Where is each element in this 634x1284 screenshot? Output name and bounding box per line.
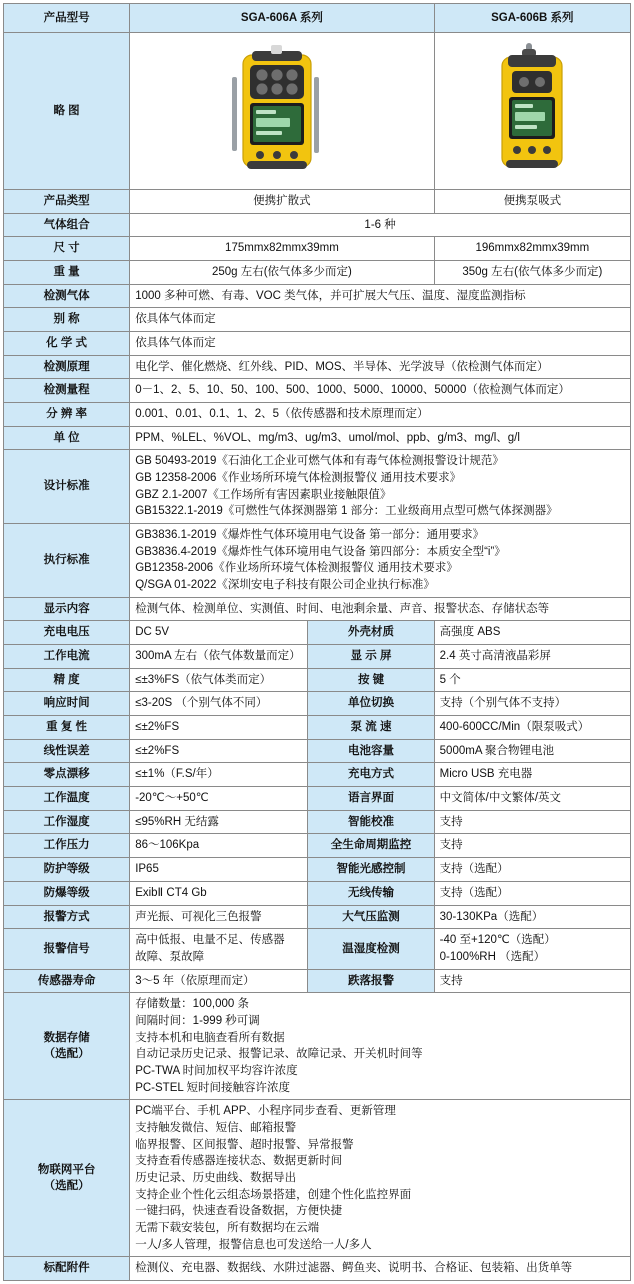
ip-rating-value: IP65 — [130, 858, 308, 882]
work-humidity-value: ≤95%RH 无结露 — [130, 810, 308, 834]
lifecycle-monitor-label: 全生命周期监控 — [308, 834, 434, 858]
formula-label: 化 学 式 — [4, 332, 130, 356]
alarm-mode-label: 报警方式 — [4, 905, 130, 929]
table-row-repeatability — [4, 716, 631, 740]
iot-platform-line-3: 临界报警、区间报警、超时报警、异常报警 — [135, 1138, 354, 1151]
data-storage-label — [4, 993, 130, 1100]
response-time-label: 响应时间 — [4, 692, 130, 716]
alarm-mode-value: 声光振、可视化三色报警 — [130, 905, 308, 929]
design-standard-line-4: GB15322.1-2019《可燃性气体探测器第 1 部分：工业级商用点型可燃气体探测器》 — [135, 505, 558, 518]
detect-gas-label: 检测气体 — [4, 284, 130, 308]
sensor-life-value: 3～5 年（依原理而定） — [130, 969, 308, 993]
detect-gas-value: 1000 多种可燃、有毒、VOC 类气体，并可扩展大气压、温度、湿度监测指标 — [130, 284, 631, 308]
temp-humidity-line-1: -40 至+120℃（选配） — [439, 934, 556, 947]
iot-platform-label-line-1: 物联网平台 — [37, 1163, 96, 1176]
alarm-signal-label: 报警信号 — [4, 929, 130, 969]
linear-error-label: 线性误差 — [4, 739, 130, 763]
table-row-charge-voltage — [4, 621, 631, 645]
work-humidity-label: 工作湿度 — [4, 810, 130, 834]
iot-platform-label — [4, 1100, 130, 1257]
table-row-accuracy — [4, 668, 631, 692]
iot-platform-line-6: 支持企业个性化云组态场景搭建，创建个性化监控界面 — [135, 1188, 412, 1201]
lifecycle-monitor-value: 支持 — [434, 834, 630, 858]
data-storage-line-2: 间隔时间：1-999 秒可调 — [135, 1014, 260, 1027]
design-standard-label: 设计标准 — [4, 450, 130, 524]
iot-platform-line-5: 历史记录、历史曲线、数据导出 — [135, 1171, 297, 1184]
smart-calibration-value: 支持 — [434, 810, 630, 834]
work-temp-label: 工作温度 — [4, 787, 130, 811]
temp-humidity-line-2: 0-100%RH （选配） — [439, 950, 546, 963]
data-storage-line-6: PC-STEL 短时间接触容许浓度 — [135, 1081, 291, 1094]
exec-standard-line-1: GB3836.1-2019《爆炸性气体环境用电气设备 第一部分：通用要求》 — [135, 529, 485, 542]
key-label: 按 键 — [308, 668, 434, 692]
table-row-response-time — [4, 692, 631, 716]
resolution-label: 分 辨 率 — [4, 403, 130, 427]
smart-calibration-label: 智能校准 — [308, 810, 434, 834]
gas-combo-value: 1-6 种 — [130, 213, 631, 237]
table-row-ex-rating — [4, 881, 631, 905]
model-b-header: SGA-606B 系列 — [434, 4, 630, 33]
table-row-alias — [4, 308, 631, 332]
iot-platform-value — [130, 1100, 631, 1257]
pump-flow-label: 泵 流 速 — [308, 716, 434, 740]
work-pressure-value: 86～106Kpa — [130, 834, 308, 858]
exec-standard-value — [130, 524, 631, 598]
table-row-iot-platform — [4, 1100, 631, 1257]
iot-platform-line-8: 无需下载安装包，所有数据均在云端 — [135, 1221, 320, 1234]
response-time-value: ≤3-20S （个别气体不同） — [130, 692, 308, 716]
language-value: 中文简体/中文繁体/英文 — [434, 787, 630, 811]
accessories-label: 标配附件 — [4, 1257, 130, 1281]
table-row-resolution — [4, 403, 631, 427]
table-row-size — [4, 237, 631, 261]
drop-alarm-label: 跌落报警 — [308, 969, 434, 993]
pressure-monitor-label: 大气压监测 — [308, 905, 434, 929]
table-row-accessories — [4, 1257, 631, 1281]
table-row-gas-combo — [4, 213, 631, 237]
screen-value: 2.4 英寸高清液晶彩屏 — [434, 645, 630, 669]
battery-capacity-label: 电池容量 — [308, 739, 434, 763]
weight-label: 重 量 — [4, 261, 130, 285]
alarm-signal-line-1: 高中低报、电量不足、传感器 — [135, 934, 285, 947]
device-b-image — [434, 33, 630, 190]
size-b-value: 196mmx82mmx39mm — [434, 237, 630, 261]
sensor-life-label: 传感器寿命 — [4, 969, 130, 993]
table-row-sensor-life — [4, 969, 631, 993]
table-row-sketch — [4, 33, 631, 190]
product-type-label: 产品类型 — [4, 190, 130, 214]
alarm-signal-value — [130, 929, 308, 969]
data-storage-line-1: 存储数量：100,000 条 — [135, 998, 249, 1011]
table-row-linear-error — [4, 739, 631, 763]
language-label: 语言界面 — [308, 787, 434, 811]
resolution-value: 0.001、0.01、0.1、1、2、5（依传感器和技术原理而定） — [130, 403, 631, 427]
shell-material-label: 外壳材质 — [308, 621, 434, 645]
portable-diffusion-detector-icon — [216, 41, 348, 181]
light-sensor-control-label: 智能光感控制 — [308, 858, 434, 882]
data-storage-value — [130, 993, 631, 1100]
work-current-label: 工作电流 — [4, 645, 130, 669]
table-row-ip-rating — [4, 858, 631, 882]
principle-label: 检测原理 — [4, 355, 130, 379]
table-row-work-humidity — [4, 810, 631, 834]
unit-switch-label: 单位切换 — [308, 692, 434, 716]
iot-platform-line-9: 一人/多人管理，报警信息也可发送给一人/多人 — [135, 1238, 372, 1251]
data-storage-line-5: PC-TWA 时间加权平均容许浓度 — [135, 1064, 298, 1077]
light-sensor-control-value: 支持（选配） — [434, 858, 630, 882]
weight-b-value: 350g 左右(依气体多少而定) — [434, 261, 630, 285]
design-standard-value — [130, 450, 631, 524]
table-row-unit — [4, 426, 631, 450]
principle-value: 电化学、催化燃烧、红外线、PID、MOS、半导体、光学波导（依检测气体而定） — [130, 355, 631, 379]
display-content-label: 显示内容 — [4, 597, 130, 621]
battery-capacity-value: 5000mA 聚合物锂电池 — [434, 739, 630, 763]
iot-platform-line-4: 支持查看传感器连接状态、数据更新时间 — [135, 1155, 343, 1168]
table-row-header — [4, 4, 631, 33]
shell-material-value: 高强度 ABS — [434, 621, 630, 645]
table-row-work-pressure — [4, 834, 631, 858]
ex-rating-value: ExibⅡ CT4 Gb — [130, 881, 308, 905]
device-a-image — [130, 33, 434, 190]
charge-mode-value: Micro USB 充电器 — [434, 763, 630, 787]
wireless-label: 无线传输 — [308, 881, 434, 905]
alias-label: 别 称 — [4, 308, 130, 332]
table-row-principle — [4, 355, 631, 379]
work-temp-value: -20℃～+50℃ — [130, 787, 308, 811]
design-standard-line-2: GB 12358-2006《作业场所环境气体检测报警仪 通用技术要求》 — [135, 472, 462, 485]
portable-pump-detector-icon — [472, 41, 592, 181]
accessories-value: 检测仪、充电器、数据线、水阱过滤器、鳄鱼夹、说明书、合格证、包装箱、出货单等 — [130, 1257, 631, 1281]
data-storage-line-4: 自动记录历史记录、报警记录、故障记录、开关机时间等 — [135, 1048, 423, 1061]
design-standard-line-3: GBZ 2.1-2007《工作场所有害因素职业接触限值》 — [135, 488, 392, 501]
sketch-label: 略 图 — [4, 33, 130, 190]
charge-voltage-label: 充电电压 — [4, 621, 130, 645]
exec-standard-line-3: GB12358-2006《作业场所环境气体检测报警仪 通用技术要求》 — [135, 562, 458, 575]
wireless-value: 支持（选配） — [434, 881, 630, 905]
range-label: 检测量程 — [4, 379, 130, 403]
table-row-weight — [4, 261, 631, 285]
zero-drift-label: 零点漂移 — [4, 763, 130, 787]
table-row-alarm-signal — [4, 929, 631, 969]
temp-humidity-value — [434, 929, 630, 969]
model-a-header: SGA-606A 系列 — [130, 4, 434, 33]
table-row-work-temp — [4, 787, 631, 811]
gas-combo-label: 气体组合 — [4, 213, 130, 237]
table-row-formula — [4, 332, 631, 356]
table-row-exec-standard — [4, 524, 631, 598]
zero-drift-value: ≤±1%（F.S/年） — [130, 763, 308, 787]
table-row-range — [4, 379, 631, 403]
data-storage-label-line-1: 数据存储 — [43, 1031, 90, 1044]
spec-table — [3, 3, 631, 1281]
product-type-a-value: 便携扩散式 — [130, 190, 434, 214]
table-row-product-type — [4, 190, 631, 214]
size-label: 尺 寸 — [4, 237, 130, 261]
ex-rating-label: 防爆等级 — [4, 881, 130, 905]
table-row-work-current — [4, 645, 631, 669]
alarm-signal-line-2: 故障、泵故障 — [135, 950, 205, 963]
unit-value: PPM、%LEL、%VOL、mg/m3、ug/m3、umol/mol、ppb、g/m3、mg/l、g/l — [130, 426, 631, 450]
design-standard-line-1: GB 50493-2019《石油化工企业可燃气体和有毒气体检测报警设计规范》 — [135, 455, 504, 468]
accuracy-label: 精 度 — [4, 668, 130, 692]
unit-label: 单 位 — [4, 426, 130, 450]
charge-voltage-value: DC 5V — [130, 621, 308, 645]
key-value: 5 个 — [434, 668, 630, 692]
iot-platform-line-2: 支持触发微信、短信、邮箱报警 — [135, 1121, 297, 1134]
iot-platform-line-1: PC端平台、手机 APP、小程序同步查看、更新管理 — [135, 1105, 396, 1118]
iot-platform-line-7: 一键扫码，快速查看设备数据，方便快捷 — [135, 1205, 343, 1218]
model-label: 产品型号 — [4, 4, 130, 33]
repeatability-label: 重 复 性 — [4, 716, 130, 740]
display-content-value: 检测气体、检测单位、实测值、时间、电池剩余量、声音、报警状态、存储状态等 — [130, 597, 631, 621]
table-row-zero-drift — [4, 763, 631, 787]
range-value: 0－1、2、5、10、50、100、500、1000、5000、10000、50000（依检测气体而定） — [130, 379, 631, 403]
pump-flow-value: 400-600CC/Min（限泵吸式） — [434, 716, 630, 740]
weight-a-value: 250g 左右(依气体多少而定) — [130, 261, 434, 285]
table-row-alarm-mode — [4, 905, 631, 929]
table-row-detect-gas — [4, 284, 631, 308]
charge-mode-label: 充电方式 — [308, 763, 434, 787]
exec-standard-label: 执行标准 — [4, 524, 130, 598]
formula-value: 依具体气体而定 — [130, 332, 631, 356]
table-row-design-standard — [4, 450, 631, 524]
accuracy-value: ≤±3%FS（依气体类而定） — [130, 668, 308, 692]
data-storage-label-line-2: （选配） — [43, 1048, 90, 1061]
size-a-value: 175mmx82mmx39mm — [130, 237, 434, 261]
repeatability-value: ≤±2%FS — [130, 716, 308, 740]
unit-switch-value: 支持（个别气体不支持） — [434, 692, 630, 716]
exec-standard-line-4: Q/SGA 01-2022《深圳安电子科技有限公司企业执行标准》 — [135, 579, 435, 592]
screen-label: 显 示 屏 — [308, 645, 434, 669]
product-type-b-value: 便携泵吸式 — [434, 190, 630, 214]
linear-error-value: ≤±2%FS — [130, 739, 308, 763]
work-pressure-label: 工作压力 — [4, 834, 130, 858]
table-row-data-storage — [4, 993, 631, 1100]
exec-standard-line-2: GB3836.4-2019《爆炸性气体环境用电气设备 第四部分：本质安全型“i”》 — [135, 545, 506, 558]
iot-platform-label-line-2: （选配） — [43, 1180, 90, 1193]
work-current-value: 300mA 左右（依气体数量而定） — [130, 645, 308, 669]
ip-rating-label: 防护等级 — [4, 858, 130, 882]
pressure-monitor-value: 30-130KPa（选配） — [434, 905, 630, 929]
drop-alarm-value: 支持 — [434, 969, 630, 993]
temp-humidity-label: 温湿度检测 — [308, 929, 434, 969]
table-row-display-content — [4, 597, 631, 621]
data-storage-line-3: 支持本机和电脑查看所有数据 — [135, 1031, 285, 1044]
alias-value: 依具体气体而定 — [130, 308, 631, 332]
